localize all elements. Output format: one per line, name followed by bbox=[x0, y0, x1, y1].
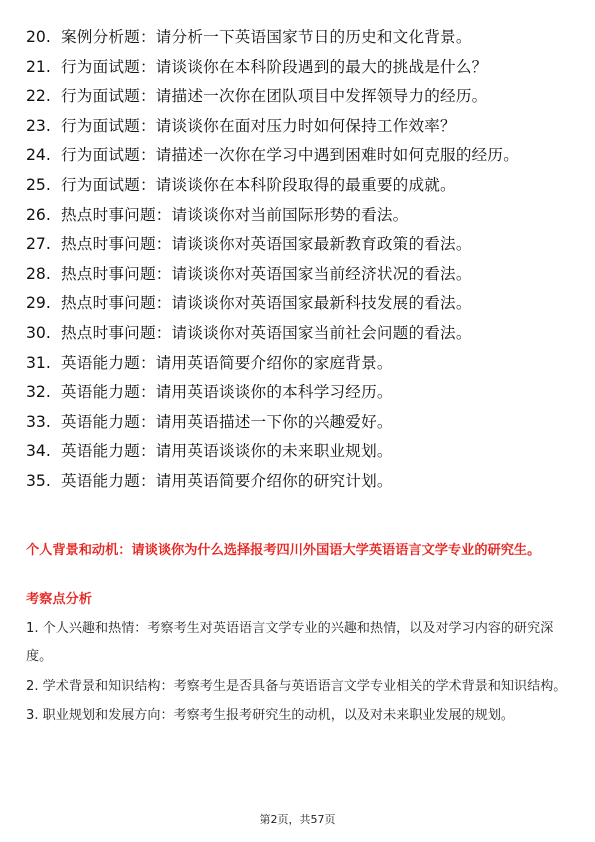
question-text: 热点时事问题：请谈谈你对英语国家当前经济状况的看法。 bbox=[61, 264, 472, 283]
question-item bbox=[26, 56, 571, 78]
question-item bbox=[26, 174, 571, 196]
question-item bbox=[26, 292, 571, 314]
question-number: 26. bbox=[26, 205, 51, 224]
question-number: 29. bbox=[26, 294, 51, 313]
question-item bbox=[26, 144, 571, 166]
analysis-point: 1. 个人兴趣和热情：考察考生对英语语言文学专业的兴趣和热情，以及对学习内容的研究深度。 bbox=[26, 621, 554, 664]
question-number: 22. bbox=[26, 87, 51, 106]
question-number: 33. bbox=[26, 412, 51, 431]
question-text: 案例分析题：请分析一下英语国家节日的历史和文化背景。 bbox=[61, 28, 472, 46]
question-number: 20. bbox=[26, 28, 51, 46]
question-item bbox=[26, 263, 571, 285]
question-text: 热点时事问题：请谈谈你对英语国家最新教育政策的看法。 bbox=[61, 235, 472, 254]
page-footer: 第2页，共57页 bbox=[259, 813, 336, 826]
analysis-point: 3. 职业规划和发展方向：考察考生报考研究生的动机，以及对未来职业发展的规划。 bbox=[26, 708, 515, 723]
question-number: 32. bbox=[26, 383, 51, 402]
question-text: 英语能力题：请用英语谈谈你的本科学习经历。 bbox=[61, 383, 393, 402]
question-number: 23. bbox=[26, 116, 51, 135]
question-text: 英语能力题：请用英语描述一下你的兴趣爱好。 bbox=[61, 412, 393, 431]
question-text: 英语能力题：请用英语谈谈你的未来职业规划。 bbox=[61, 442, 393, 461]
analysis-title: 考察点分析 bbox=[26, 592, 92, 607]
question-number: 30. bbox=[26, 323, 51, 342]
question-text: 英语能力题：请用英语简要介绍你的研究计划。 bbox=[61, 471, 393, 490]
question-text: 行为面试题：请描述一次你在学习中遇到困难时如何克服的经历。 bbox=[61, 146, 520, 165]
question-item bbox=[26, 85, 571, 107]
question-number: 28. bbox=[26, 264, 51, 283]
question-number: 25. bbox=[26, 175, 51, 194]
analysis-list bbox=[26, 615, 571, 732]
question-item bbox=[26, 381, 571, 403]
question-number: 24. bbox=[26, 146, 51, 165]
question-item bbox=[26, 352, 571, 374]
question-item bbox=[26, 411, 571, 433]
question-item bbox=[26, 204, 571, 226]
question-list bbox=[26, 26, 571, 500]
question-text: 行为面试题：请谈谈你在面对压力时如何保持工作效率？ bbox=[61, 116, 456, 135]
question-item bbox=[26, 322, 571, 344]
question-number: 34. bbox=[26, 442, 51, 461]
focus-question-heading: 个人背景和动机：请谈谈你为什么选择报考四川外国语大学英语语言文学专业的研究生。 bbox=[26, 543, 541, 558]
question-text: 行为面试题：请谈谈你在本科阶段遇到的最大的挑战是什么？ bbox=[61, 57, 488, 76]
question-text: 英语能力题：请用英语简要介绍你的家庭背景。 bbox=[61, 353, 393, 372]
question-number: 27. bbox=[26, 235, 51, 254]
question-number: 21. bbox=[26, 57, 51, 76]
question-item bbox=[26, 233, 571, 255]
question-text: 热点时事问题：请谈谈你对当前国际形势的看法。 bbox=[61, 205, 409, 224]
question-text: 行为面试题：请描述一次你在团队项目中发挥领导力的经历。 bbox=[61, 87, 488, 106]
question-number: 35. bbox=[26, 471, 51, 490]
question-item bbox=[26, 115, 571, 137]
question-item bbox=[26, 440, 571, 462]
question-item bbox=[26, 26, 571, 48]
question-text: 热点时事问题：请谈谈你对英语国家当前社会问题的看法。 bbox=[61, 323, 472, 342]
question-number: 31. bbox=[26, 353, 51, 372]
analysis-point: 2. 学术背景和知识结构：考察考生是否具备与英语语言文学专业相关的学术背景和知识结构。 bbox=[26, 678, 567, 694]
question-text: 行为面试题：请谈谈你在本科阶段取得的最重要的成就。 bbox=[61, 175, 456, 194]
question-item bbox=[26, 470, 571, 492]
question-text: 热点时事问题：请谈谈你对英语国家最新科技发展的看法。 bbox=[61, 294, 472, 313]
